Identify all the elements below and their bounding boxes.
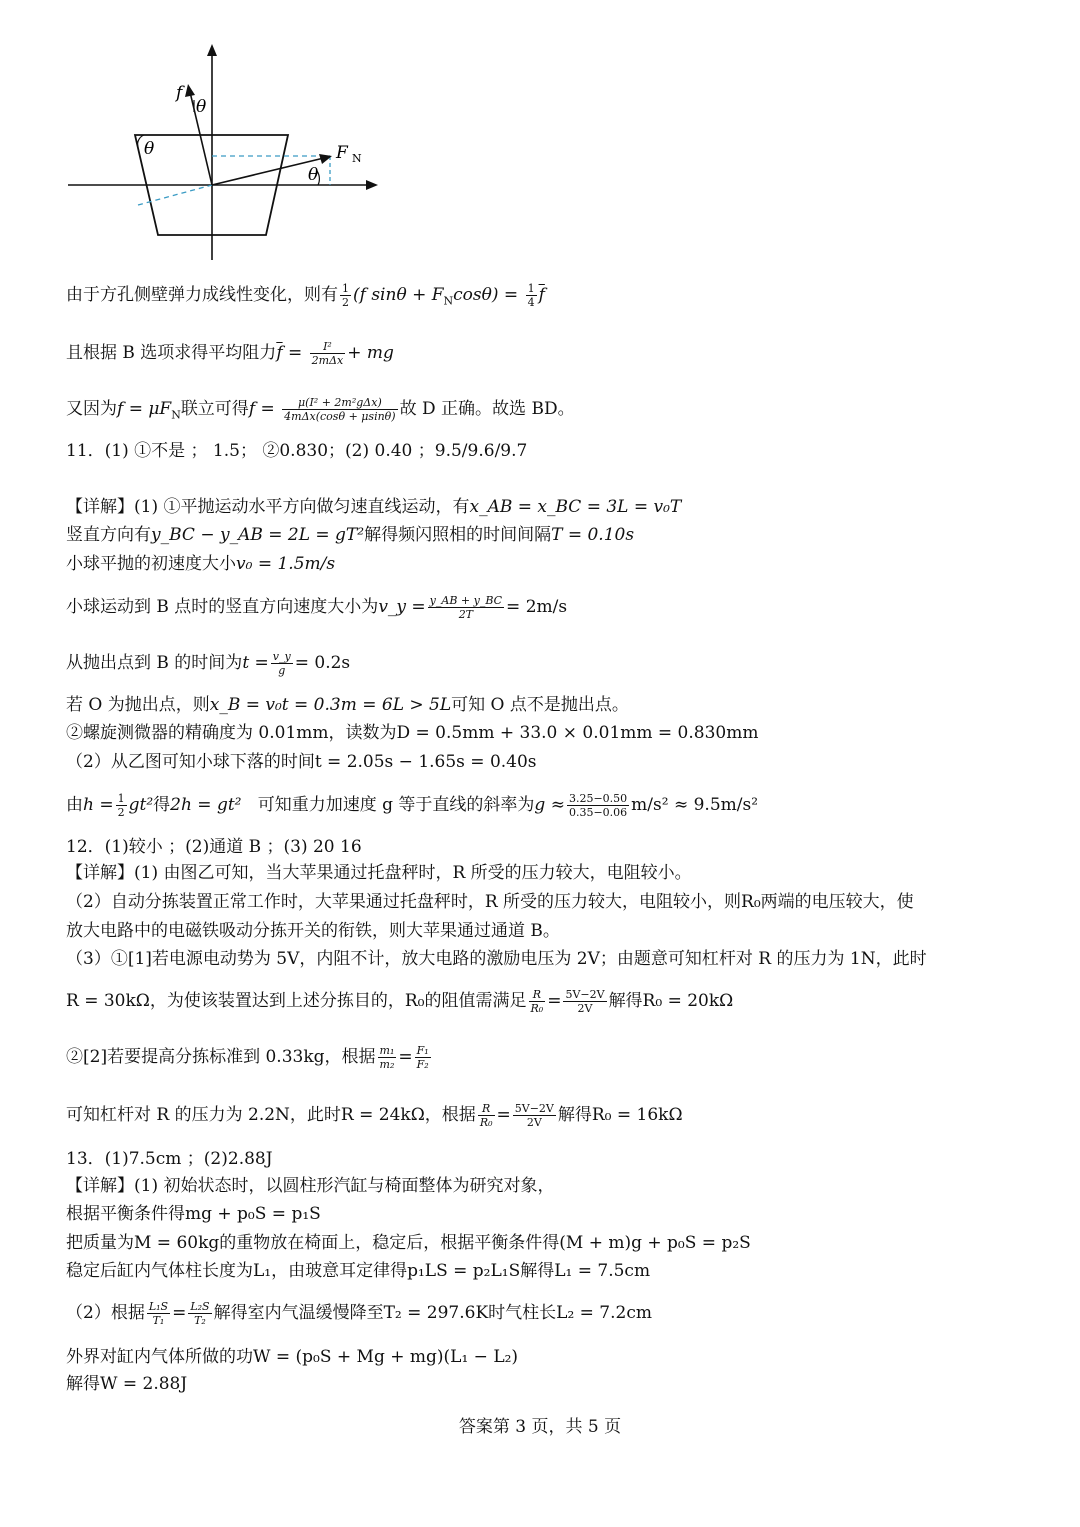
line-28: 外界对缸内气体所做的功W = (p₀S + Mg + mg)(L₁ − L₂) [66,1347,519,1367]
line-7: 小球平抛的初速度大小v₀ = 1.5m/s [66,554,336,574]
line-26: 稳定后缸内气体柱长度为L₁，由玻意耳定律得p₁LS = p₂L₁S解得L₁ = 7.5cm [66,1261,651,1281]
line-3: 又因为$f = \mu F_N$联立可得f = $\frac{\text{μ(I² + 2m²gΔx)}}{\text{4mΔx(cosθ + μsinθ)}}$ 故 D 正确。故选 BD。 [66,396,575,423]
label-theta-right: θ [308,165,319,185]
f-arrow [185,84,195,97]
line-5: 【详解】(1) ①平抛运动水平方向做匀速直线运动，有x_AB = x_BC = 3L = v₀T [66,497,682,517]
line-15: 【详解】(1) 由图乙可知，当大苹果通过托盘秤时，R 所受的压力较大，电阻较小。 [66,863,692,883]
line-8: 小球运动到 B 点时的竖直方向速度大小为v_y = $\frac{y\_AB + y\_BC}{2T}$ = 2m/s [66,594,568,621]
line-14: 12．(1)较小 ；(2)通道 B ；(3) 20 16 [66,837,362,857]
line-10: 若 O 为抛出点，则x_B = v₀t = 0.3m = 6L > 5L可知 O 点不是抛出点。 [66,695,629,715]
line-23: 【详解】(1) 初始状态时，以圆柱形汽缸与椅面整体为研究对象， [66,1176,555,1196]
frac-f-formula: $\frac{\text{μ(I² + 2m²gΔx)}}{\text{4mΔx(cosθ + μsinθ)}}$ [284,396,396,423]
line-27: （2）根据 $\frac{\text{L₁S}}{\text{T₁}}$ = $\frac{\text{L₂S}}{\text{T₂}}$ 解得室内气温缓慢降至T₂ = 297.6K时气柱长L₂ = 7.2cm [66,1300,652,1327]
line-22: 13．(1)7.5cm ；(2)2.88J [66,1149,273,1169]
line-17: 放大电路中的电磁铁吸动分拣开关的衔铁，则大苹果通过通道 B。 [66,921,560,941]
frac-l1s-t1: $\frac{\text{L₁S}}{\text{T₁}}$ [148,1300,169,1327]
line-12: （2）从乙图可知小球下落的时间t = 2.05s − 1.65s = 0.40s [66,752,537,772]
x-axis-arrow [366,180,378,190]
frac-f-ratio: $\frac{\text{F₁}}{\text{F₂}}$ [416,1044,429,1071]
line-19: R = 30kΩ，为使该装置达到上述分拣目的，R₀的阻值需满足 $\frac{R}{\text{R₀}}$ = $\frac{5V-2V}{2V}$ 解得R₀ = 20kΩ [66,988,734,1015]
line-21: 可知杠杆对 R 的压力为 2.2N，此时R = 24kΩ，根据 $\frac{R}{\text{R₀}}$ = $\frac{5V-2V}{2V}$ 解得R₀ = 16kΩ [66,1102,683,1129]
label-fn-sub: N [352,152,362,165]
frac-l2s-t2: $\frac{\text{L₂S}}{\text{T₂}}$ [190,1300,210,1327]
frac-h: $\frac{1}{2}$ [117,792,125,819]
line-2: 且根据 B 选项求得平均阻力$\overline{f}$ = $\frac{\text{I²}}{\text{2mΔx}}$ + mg [66,340,394,367]
force-diagram [60,40,390,270]
line-25: 把质量为M = 60kg的重物放在椅面上，稳定后，根据平衡条件得(M + m)g + p₀S = p₂S [66,1233,751,1253]
frac-avg-f: $\frac{\text{I²}}{\text{2mΔx}}$ [311,340,344,367]
line-18: （3）①[1]若电源电动势为 5V，内阻不计，放大电路的激励电压为 2V；由题意可知杠杆对 R 的压力为 1N，此时 [66,949,927,969]
frac-v-a: $\frac{5V-2V}{2V}$ [565,988,605,1015]
label-f: f [176,83,183,103]
frac-v-b: $\frac{5V-2V}{2V}$ [514,1102,554,1129]
frac-t: $\frac{v\_y}{g}$ [272,650,291,677]
frac-r-r0-a: $\frac{R}{\text{R₀}}$ [530,988,544,1015]
line-29: 解得W = 2.88J [66,1374,188,1394]
frac-vy: $\frac{y\_AB + y\_BC}{2T}$ [429,594,503,621]
frac-m-ratio: $\frac{\text{m₁}}{\text{m₂}}$ [379,1044,395,1071]
page-footer: 答案第 3 页，共 5 页 [458,1417,622,1437]
frac-r-r0-b: $\frac{R}{\text{R₀}}$ [479,1102,493,1129]
frac-half: $\frac{1}{2}$ [342,282,349,309]
line-20: ②[2]若要提高分拣标准到 0.33kg，根据 $\frac{\text{m₁}}{\text{m₂}}$ = $\frac{\text{F₁}}{\text{F₂}}$ [66,1044,429,1071]
line-13: 由h = $\frac{1}{2}$ gt²得2h = gt² 可知重力加速度 g 等于直线的斜率为g ≈ $\frac{3.25-0.50}{0.35-0.06}$ m/s² ≈ 9.5m/s² [66,792,759,819]
line-16: （2）自动分拣装置正常工作时，大苹果通过托盘秤时，R 所受的压力较大，电阻较小，则R₀两端的电压较大，使 [66,892,914,912]
line-1: 由于方孔侧壁弹力成线性变化，则有 $\frac{1}{2}$ (f $\sin\theta + F_N\cos\theta$) = $\frac{1}{4}$ $\overline{f}$ [66,282,545,309]
label-theta-top: θ [196,97,207,117]
line-6: 竖直方向有y_BC − y_AB = 2L = gT²解得频闪照相的时间间隔T = 0.10s [66,525,635,545]
label-theta-left: θ [144,139,155,159]
label-fn: F [336,143,348,163]
line-4: 11．(1) ①不是 ； 1.5； ②0.830；(2) 0.40 ；9.5/9.6/9.7 [66,441,528,461]
line-9: 从抛出点到 B 的时间为t = $\frac{v\_y}{g}$ = 0.2s [66,650,351,677]
line-24: 根据平衡条件得mg + p₀S = p₁S [66,1204,321,1224]
frac-slope: $\frac{3.25-0.50}{0.35-0.06}$ [568,792,628,819]
line-11: ②螺旋测微器的精确度为 0.01mm，读数为D = 0.5mm + 33.0 × 0.01mm = 0.830mm [66,723,759,743]
frac-quarter: $\frac{1}{4}$ [527,282,535,309]
y-axis-arrow [207,44,217,56]
